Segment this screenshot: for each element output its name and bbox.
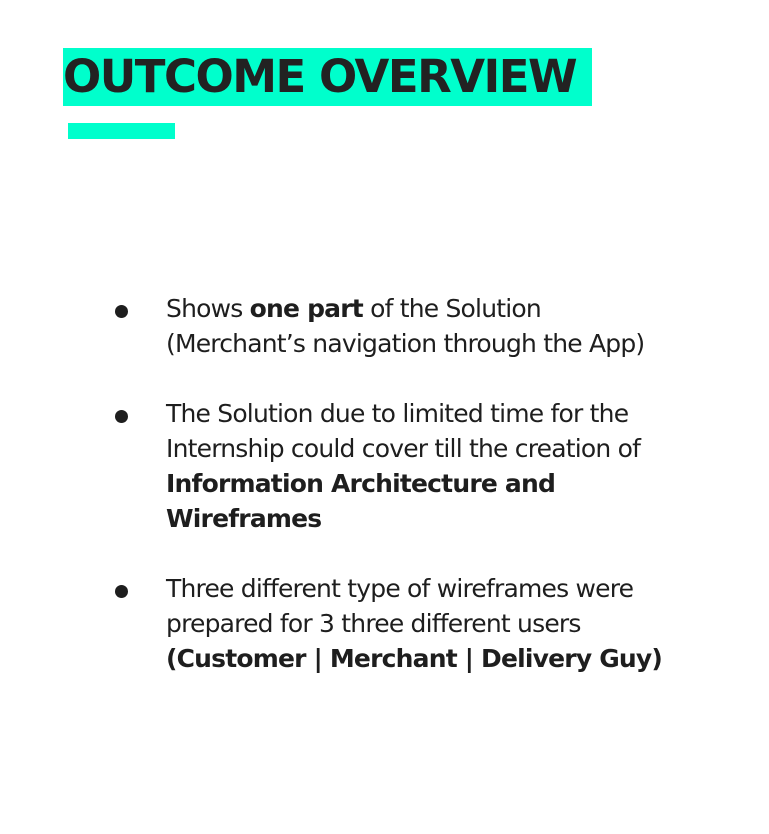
- bullet-bold-line: Information Architecture and: [166, 469, 556, 498]
- bullet-dot-icon: [115, 305, 128, 318]
- bullet-line: The Solution due to limited time for the: [166, 399, 629, 428]
- bullet-line: Internship could cover till the creation of: [166, 434, 641, 463]
- bullet-item-wireframe-types: [113, 571, 763, 676]
- bullet-dot-icon: [115, 410, 128, 423]
- bullet-item-solution-part: [113, 291, 763, 361]
- bullet-bold-line: (Customer | Merchant | Delivery Guy): [166, 644, 663, 673]
- bullet-bold-line: Wireframes: [166, 504, 322, 533]
- bullet-item-internship-scope: [113, 396, 763, 536]
- bullet-list: [113, 291, 763, 711]
- bullet-text: of the Solution: [362, 294, 541, 323]
- bullet-bold-text: one part: [249, 294, 363, 323]
- bullet-line: [166, 291, 763, 326]
- slide-title: OUTCOME OVERVIEW: [63, 50, 577, 103]
- bullet-line: (Merchant’s navigation through the App): [166, 329, 645, 358]
- accent-bar: [68, 123, 175, 139]
- bullet-line: Three different type of wireframes were: [166, 574, 634, 603]
- bullet-text: Shows: [166, 294, 250, 323]
- bullet-line: prepared for 3 three different users: [166, 609, 581, 638]
- bullet-dot-icon: [115, 585, 128, 598]
- title-highlight: [63, 48, 592, 106]
